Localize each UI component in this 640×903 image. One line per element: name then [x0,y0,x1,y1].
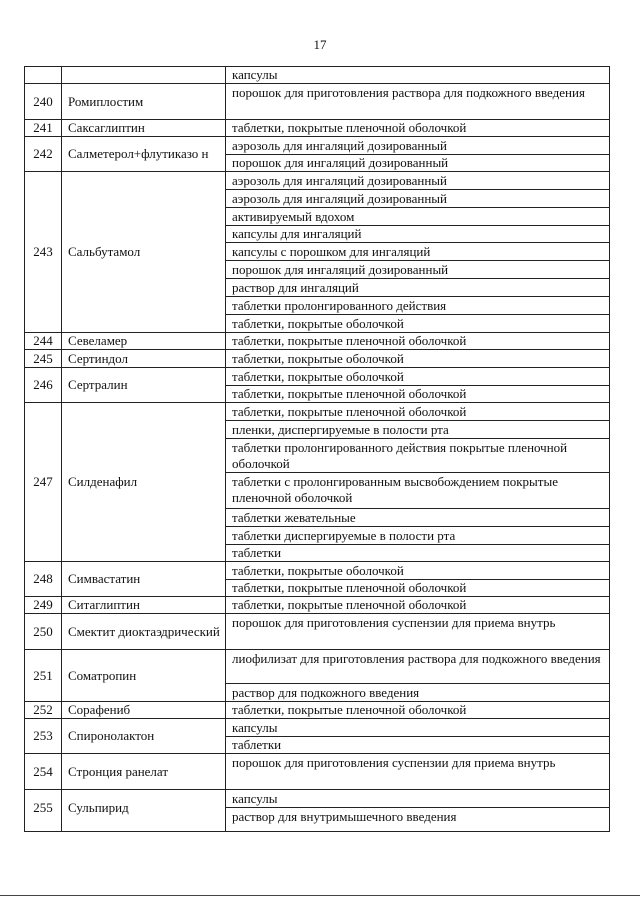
dosage-form: раствор для подкожного введения [226,684,609,702]
dosage-form: порошок для приготовления суспензии для приема внутрь [226,614,609,650]
dosage-form: активируемый вдохом [226,208,609,226]
page-number: 17 [313,37,327,52]
dosage-form: аэрозоль для ингаляций дозированный [226,172,609,190]
forms-column [226,67,609,831]
dosage-form: порошок для приготовления суспензии для приема внутрь [226,754,609,790]
drug-name: Сорафениб [62,702,225,719]
dosage-form: таблетки, покрытые пленочной оболочкой [226,403,609,421]
dosage-form: капсулы [226,719,609,737]
dosage-form: таблетки, покрытые пленочной оболочкой [226,333,609,350]
drug-name: Ромиплостим [62,84,225,120]
dosage-form: таблетки [226,737,609,754]
dosage-form: таблетки, покрытые оболочкой [226,562,609,580]
row-number: 253 [25,719,61,754]
drug-name [62,67,225,84]
dosage-form: капсулы с порошком для ингаляций [226,243,609,261]
drug-name: Сертиндол [62,350,225,368]
dosage-form: раствор для ингаляций [226,279,609,297]
row-number [25,67,61,84]
drug-name: Сертралин [62,368,225,403]
drug-name: Спиронолактон [62,719,225,754]
row-number: 254 [25,754,61,790]
dosage-form: таблетки с пролонгированным высвобождением покрытые пленочной оболочкой [226,473,609,509]
drug-name: Силденафил [62,403,225,562]
row-number: 241 [25,120,61,137]
dosage-form: таблетки, покрытые пленочной оболочкой [226,580,609,597]
name-column [62,67,226,831]
dosage-form: таблетки пролонгированного действия [226,297,609,315]
row-number: 255 [33,799,53,815]
footer-rule [0,895,640,896]
row-number: 244 [25,333,61,350]
dosage-form: лиофилизат для приготовления раствора для подкожного введения [226,650,609,684]
dosage-form: таблетки, покрытые пленочной оболочкой [226,702,609,719]
number-column [25,67,62,831]
drug-name: Симвастатин [62,562,225,597]
dosage-form: капсулы [226,790,609,808]
dosage-form: таблетки, покрытые пленочной оболочкой [226,386,609,403]
drug-table [24,66,610,832]
drug-name: Соматропин [62,650,225,702]
drug-name: Смектит диоктаэдрический [62,614,225,650]
dosage-form: порошок для приготовления раствора для подкожного введения [226,84,609,120]
dosage-form: порошок для ингаляций дозированный [226,155,609,172]
dosage-form: аэрозоль для ингаляций дозированный [226,137,609,155]
drug-name: Ситаглиптин [62,597,225,614]
drug-name: Стронция ранелат [62,754,225,790]
row-number: 252 [25,702,61,719]
drug-name: Севеламер [62,333,225,350]
dosage-form: таблетки [226,545,609,562]
dosage-form: таблетки, покрытые оболочкой [226,350,609,368]
dosage-form: таблетки, покрытые пленочной оболочкой [226,597,609,614]
row-number: 248 [25,562,61,597]
drug-name: Саксаглиптин [62,120,225,137]
dosage-form: таблетки, покрытые оболочкой [226,368,609,386]
drug-name: Салметерол+флутиказо н [62,137,225,172]
drug-name: Сульпирид [68,799,129,815]
dosage-form: порошок для ингаляций дозированный [226,261,609,279]
dosage-form: таблетки, покрытые пленочной оболочкой [226,120,609,137]
row-number: 245 [25,350,61,368]
dosage-form: раствор для внутримышечного введения [232,808,457,824]
row-number: 242 [25,137,61,172]
row-number: 251 [25,650,61,702]
dosage-form: таблетки жевательные [226,509,609,527]
row-number: 246 [25,368,61,403]
row-number: 250 [25,614,61,650]
row-number: 249 [25,597,61,614]
row-number: 240 [25,84,61,120]
dosage-form: таблетки пролонгированного действия покрытые пленочной оболочкой [226,439,609,473]
dosage-form: капсулы для ингаляций [226,226,609,243]
row-number: 243 [25,172,61,333]
dosage-form: пленки, диспергируемые в полости рта [226,421,609,439]
row-number: 247 [25,403,61,562]
dosage-form: таблетки диспергируемые в полости рта [226,527,609,545]
dosage-form: капсулы [226,67,609,84]
dosage-form: таблетки, покрытые оболочкой [226,315,609,333]
dosage-form: аэрозоль для ингаляций дозированный [226,190,609,208]
drug-name: Сальбутамол [62,172,225,333]
